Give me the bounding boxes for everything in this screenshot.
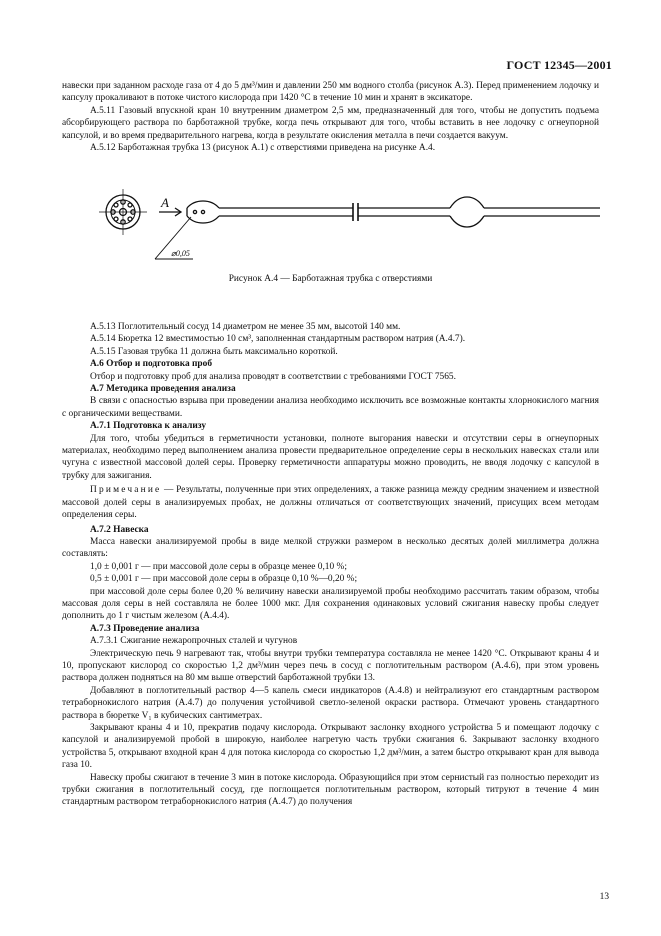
paragraph: А.5.12 Барботажная трубка 13 (рисунок А.1) с отверстиями приведена на рисунке А.4. (90, 143, 436, 154)
paragraph: А.5.15 Газовая трубка 11 должна быть максимально короткой. (90, 346, 338, 357)
section-heading: А.7 Методика проведения анализа (90, 384, 236, 395)
section-heading: А.7.1 Подготовка к анализу (90, 421, 207, 432)
section-label: А (161, 195, 169, 210)
section-heading: А.7.3 Проведение анализа (90, 623, 200, 634)
dimension-label: ⌀0,05 (171, 249, 190, 258)
paragraph: Добавляют в поглотительный раствор 4—5 капель смеси индикаторов (А.4.8) и нейтрализуют его стандартным раствором тетраборнокислого натрия (А.4.7) до получения устойчивой светло-зеленой окраски раствора. Отмечают уровень стандартного раствора в бюретке V₁ в кубических сантиметрах. (62, 685, 599, 721)
mass-option: 0,5 ± 0,001 г — при массовой доле серы в образце 0,10 %—0,20 %; (90, 574, 358, 585)
paragraph: Масса навески анализируемой пробы в виде мелкой стружки размером в несколько десятых долей миллиметра должна составлять: (62, 536, 599, 560)
paragraph: навески при заданном расходе газа от 4 до 5 дм³/мин и давлении 250 мм водного столба (рисунок А.3). Перед применением лодочку и капсулу прокаливают в потоке чистого кислорода при 1420 °С в течение 10 мин и хранят в эксикаторе. (62, 81, 599, 104)
note (62, 484, 599, 521)
bubbler-tube-drawing (95, 187, 605, 267)
paragraph: А.5.13 Поглотительный сосуд 14 диаметром не менее 35 мм, высотой 140 мм. (90, 322, 401, 332)
paragraph: Закрывают краны 4 и 10, прекратив подачу кислорода. Открывают заслонку входного устройства 5 и помещают лодочку с капсулой и анализируемой пробой в широкую, наиболее нагретую часть трубки сжигания 6. Закрывают заслонку входного устройства 5, открывают входной кран 4 для потока кислорода со скоростью 1,2 дм³/мин, а затем быстро открывают кран для вывода газа 10. (62, 723, 599, 771)
standard-header: ГОСТ 12345—2001 (506, 58, 612, 72)
page-number: 13 (599, 892, 609, 902)
paragraph: Навеску пробы сжигают в течение 3 мин в потоке кислорода. Образующийся при этом сернистый газ полностью переходит из трубки сжигания в поглотительный сосуд, где поглощается поглотительным раствором, который титруют в течение 4 мин стандартным раствором тетраборнокислого натрия (А.4.7) до получения (62, 772, 599, 808)
paragraph: А.7.3.1 Сжигание нежаропрочных сталей и чугунов (90, 636, 298, 647)
section-heading: А.7.2 Навеска (90, 524, 149, 535)
paragraph: В связи с опасностью взрыва при проведении анализа необходимо исключить все возможные контакты хлорнокислого магния с органическими веществами. (62, 396, 599, 419)
paragraph: при массовой доле серы более 0,20 % величину навески анализируемой пробы необходимо рассчитать таким образом, чтобы массовая доля серы в ней составляла не более 1000 мкг. Для сохранения одинаковых условий сжигания навеску пробы следует дополнить до 1 г чистым железом (А.4.4). (62, 586, 599, 622)
paragraph: А.5.14 Бюретка 12 вместимостью 10 см³, заполненная стандартным раствором натрия (А.4.7). (90, 334, 466, 345)
text-block-main (62, 321, 599, 809)
paragraph: Электрическую печь 9 нагревают так, чтобы внутри трубки температура составляла не менее 1420 °С. Открывают краны 4 и 10, пропускают кислород со скоростью 1,2 дм³/мин через печь в сосуд с поглотительным раствором (А.4.6), при этом уровень раствора должен подняться на 80 мм выше отверстий барботажной трубки 13. (62, 648, 599, 684)
note-text: — Результаты, полученные при этих определениях, а также разница между средним значением и известной массовой долей серы в анализируемых пробах, не должны отличаться от соответствующих значений, присущих всем методам определения серы. (62, 485, 599, 521)
section-heading: А.6 Отбор и подготовка проб (90, 359, 213, 370)
figure-caption: Рисунок А.4 — Барботажная трубка с отверстиями (228, 274, 433, 284)
note-label: Примечание (90, 485, 162, 496)
mass-option: 1,0 ± 0,001 г — при массовой доле серы в образце менее 0,10 %; (90, 561, 347, 572)
paragraph: А.5.11 Газовый впускной кран 10 внутренним диаметром 2,5 мм, предназначенный для того, чтобы не допустить подъема абсорбирующего раствора по барботажной трубке, когда печь открывают для того, чтобы вставить в нее лодочку с огнеупорной капсулой, и во время предварительного нагрева, когда в результате окисления металла в печи создается вакуум. (62, 105, 599, 141)
text-block-top (62, 80, 599, 154)
paragraph: Отбор и подготовку проб для анализа проводят в соответствии с требованиями ГОСТ 7565. (90, 371, 456, 382)
paragraph: Для того, чтобы убедиться в герметичности установки, полноте выгорания навески и отсутствии серы в огнеупорных материалах, необходимо перед выполнением анализа провести предварительное определение серы в нескольких навесках стали или чугуна с известной массовой долей серы. Проверку герметичности аппаратуры можно проводить, не вводя лодочку с капсулой в трубку для зажигания. (62, 433, 599, 481)
